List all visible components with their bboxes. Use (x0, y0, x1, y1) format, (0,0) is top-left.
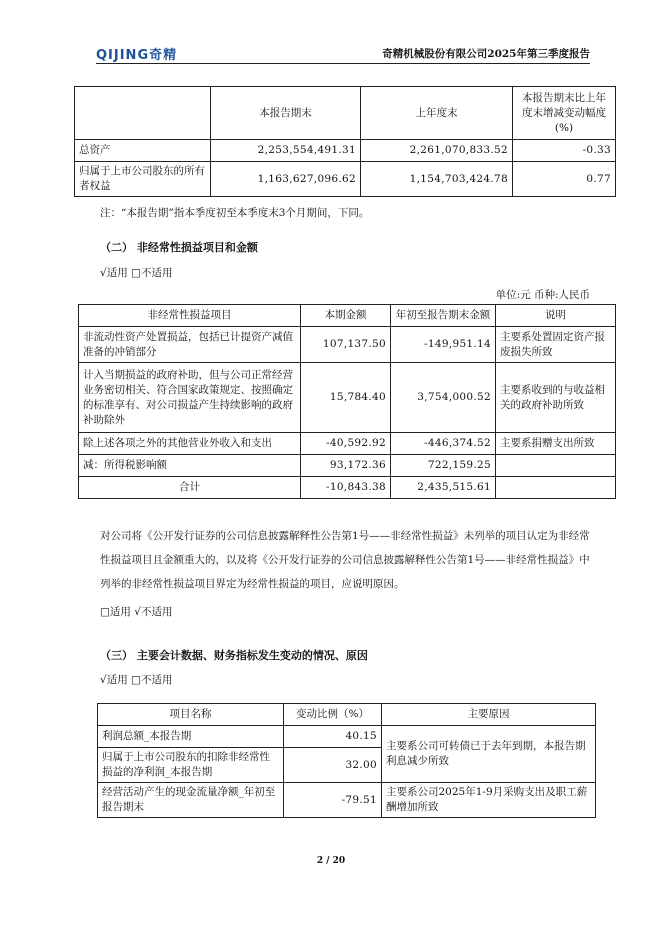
cell-note: 主要系收到的与收益相关的政府补助所致 (496, 363, 616, 433)
row-label: 经营活动产生的现金流量净额_年初至报告期末 (98, 783, 284, 818)
cell-value: 722,159.25 (391, 455, 496, 477)
applicability-checkbox: √适用 □不适用 (100, 674, 173, 686)
table-header-cell: 本报告期末比上年度末增减变动幅度(%) (513, 87, 616, 140)
table-note: 注：“本报告期”指本季度初至本季度末3个月期间，下同。 (100, 207, 370, 219)
cell-note: 主要系公司2025年1-9月采购支出及职工薪酬增加所致 (382, 783, 596, 818)
cell-value: -10,843.38 (301, 477, 391, 499)
cell-note (496, 477, 616, 499)
table-header-cell: 本期金额 (301, 305, 391, 327)
cell-value: 15,784.40 (301, 363, 391, 433)
cell-value: 2,435,515.61 (391, 477, 496, 499)
row-label: 归属于上市公司股东的扣除非经常性损益的净利润_本报告期 (98, 748, 284, 783)
table-header-cell: 非经常性损益项目 (79, 305, 301, 327)
cell-value: 1,163,627,096.62 (211, 162, 361, 197)
cell-note: 主要系处置固定资产报废损失所致 (496, 327, 616, 363)
section-title: （三） 主要会计数据、财务指标发生变动的情况、原因 (100, 649, 368, 662)
table-row (75, 140, 616, 162)
change-table (97, 703, 596, 818)
row-label: 减：所得税影响额 (79, 455, 301, 477)
table-row (75, 162, 616, 197)
table-header-cell: 说明 (496, 305, 616, 327)
cell-value: 93,172.36 (301, 455, 391, 477)
table-header-row (98, 704, 596, 726)
cell-value: 2,253,554,491.31 (211, 140, 361, 162)
cell-note (496, 455, 616, 477)
cell-value: 1,154,703,424.78 (361, 162, 513, 197)
table-row (79, 455, 616, 477)
cell-note: 主要系公司可转债已于去年到期，本报告期利息减少所致 (382, 726, 596, 783)
table-header-cell: 本报告期末 (211, 87, 361, 140)
cell-value: 32.00 (284, 748, 382, 783)
table-header-cell: 上年度末 (361, 87, 513, 140)
table-header-row (79, 305, 616, 327)
cell-value: -446,374.52 (391, 433, 496, 455)
cell-value: 3,754,000.52 (391, 363, 496, 433)
page-number: 2 / 20 (316, 856, 346, 866)
company-logo: QIJING奇精 (96, 48, 178, 63)
row-label: 总资产 (75, 140, 211, 162)
cell-value: -0.33 (513, 140, 616, 162)
explanation-paragraph: 对公司将《公开发行证券的公司信息披露解释性公告第1号——非经常性损益》未列举的项目认定为非经常性损益项目且金额重大的，以及将《公开发行证券的公司信息披露解释性公告第1号——非经常性损益》中列举的非经常性损益项目界定为经常性损益的项目，应说明原因。 (100, 530, 590, 590)
cell-value: -79.51 (284, 783, 382, 818)
cell-note: 主要系捐赠支出所致 (496, 433, 616, 455)
row-label: 非流动性资产处置损益，包括已计提资产减值准备的冲销部分 (79, 327, 301, 363)
table-header-cell: 主要原因 (382, 704, 596, 726)
cell-value: 2,261,070,833.52 (361, 140, 513, 162)
balance-table (74, 86, 616, 197)
row-label: 合计 (79, 477, 301, 499)
table-header-cell: 项目名称 (98, 704, 284, 726)
row-label: 计入当期损益的政府补助，但与公司正常经营业务密切相关、符合国家政策规定、按照确定的标准享有、对公司损益产生持续影响的政府补助除外 (79, 363, 301, 433)
report-title: 奇精机械股份有限公司2025年第三季度报告 (382, 48, 590, 60)
table-row (98, 726, 596, 748)
non-recurring-table (78, 304, 616, 499)
cell-value: -40,592.92 (301, 433, 391, 455)
table-header-row (75, 87, 616, 140)
table-row (79, 327, 616, 363)
row-label: 利润总额_本报告期 (98, 726, 284, 748)
table-total-row (79, 477, 616, 499)
cell-value: 40.15 (284, 726, 382, 748)
page-header (96, 43, 590, 64)
cell-value: 0.77 (513, 162, 616, 197)
section-title: （二） 非经常性损益项目和金额 (100, 241, 258, 254)
table-row (79, 363, 616, 433)
row-label: 归属于上市公司股东的所有者权益 (75, 162, 211, 197)
cell-value: 107,137.50 (301, 327, 391, 363)
table-row (98, 783, 596, 818)
cell-value: -149,951.14 (391, 327, 496, 363)
table-header-cell (75, 87, 211, 140)
row-label: 除上述各项之外的其他营业外收入和支出 (79, 433, 301, 455)
unit-label: 单位:元 币种:人民币 (495, 289, 590, 301)
table-header-cell: 变动比例（%） (284, 704, 382, 726)
table-row (79, 433, 616, 455)
applicability-checkbox: □适用 √不适用 (100, 606, 173, 618)
applicability-checkbox: √适用 □不适用 (100, 267, 173, 279)
table-header-cell: 年初至报告期末金额 (391, 305, 496, 327)
